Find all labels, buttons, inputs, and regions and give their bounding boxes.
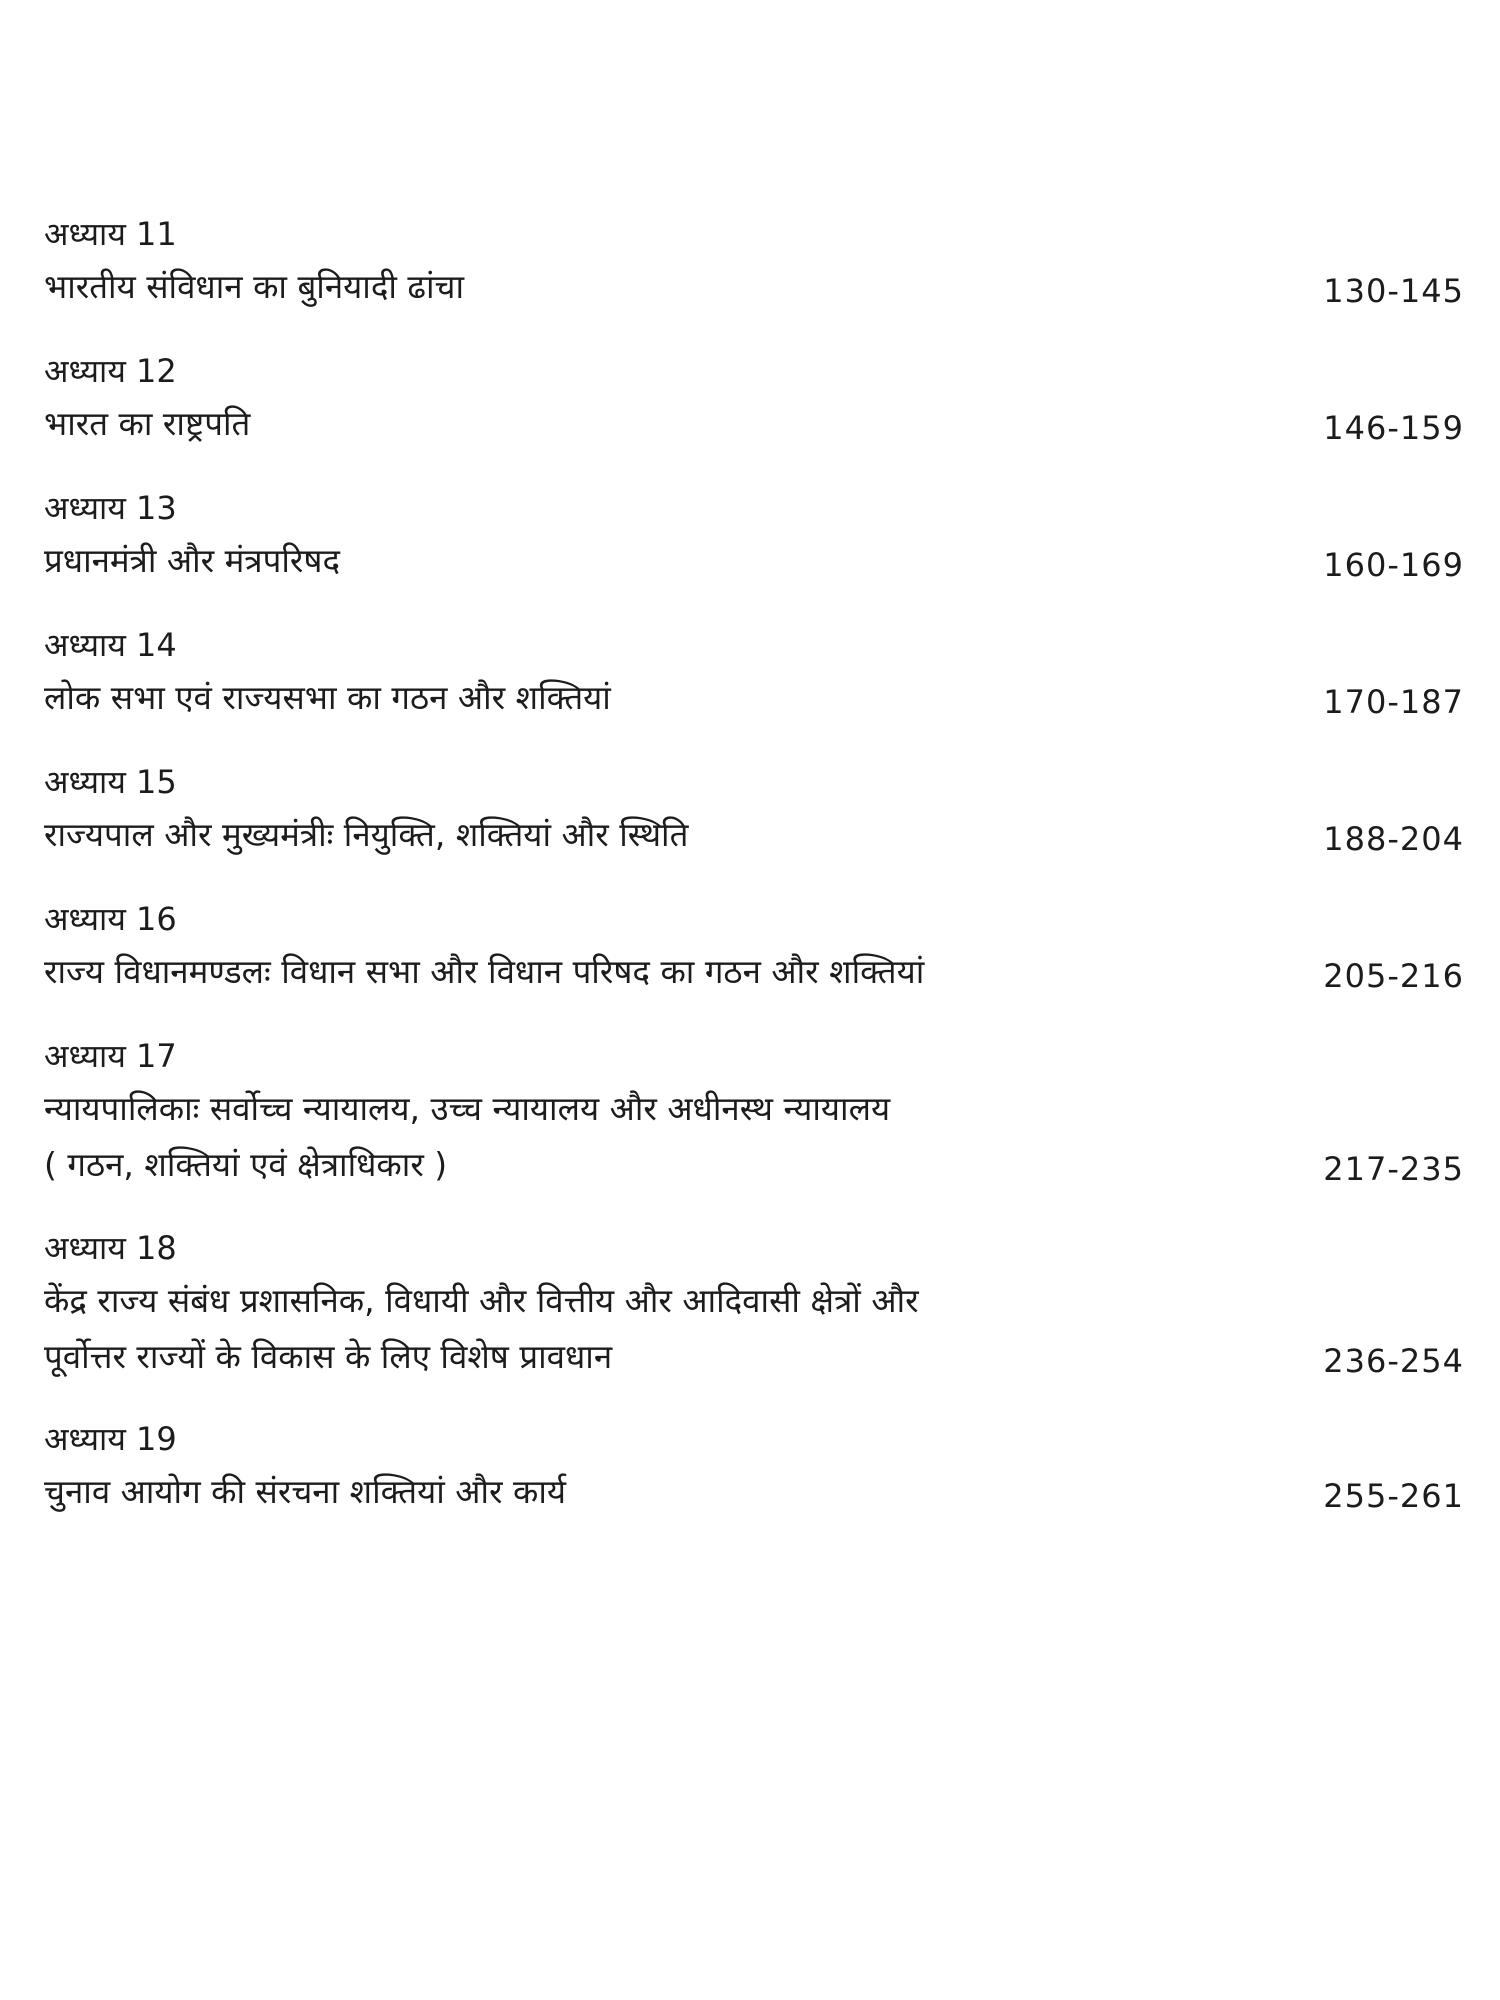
chapter-title: भारत का राष्ट्रपति (44, 404, 251, 443)
chapter-label: अध्याय 18 (44, 1229, 177, 1267)
chapter-title: राज्यपाल और मुख्यमंत्रीः नियुक्ति, शक्तियां और स्थिति (44, 815, 689, 854)
chapter-title: चुनाव आयोग की संरचना शक्तियां और कार्य (44, 1472, 567, 1511)
page-range: 188-204 (1323, 820, 1464, 858)
chapter-title-continued: ( गठन, शक्तियां एवं क्षेत्राधिकार ) (44, 1145, 448, 1184)
page-range: 170-187 (1323, 683, 1464, 721)
page-range: 130-145 (1323, 272, 1464, 310)
chapter-label: अध्याय 12 (44, 352, 177, 390)
chapter-title: प्रधानमंत्री और मंत्रपरिषद (44, 541, 341, 580)
chapter-title-continued: पूर्वोत्तर राज्यों के विकास के लिए विशेष प्रावधान (44, 1337, 613, 1376)
page-range: 236-254 (1323, 1342, 1464, 1380)
chapter-label: अध्याय 19 (44, 1420, 177, 1458)
page-range: 255-261 (1323, 1477, 1464, 1515)
chapter-label: अध्याय 15 (44, 763, 177, 801)
chapter-title: भारतीय संविधान का बुनियादी ढांचा (44, 267, 465, 306)
page-range: 146-159 (1323, 409, 1464, 447)
chapter-title: राज्य विधानमण्डलः विधान सभा और विधान परिषद का गठन और शक्तियां (44, 952, 925, 991)
chapter-label: अध्याय 17 (44, 1037, 177, 1075)
page-range: 217-235 (1323, 1150, 1464, 1188)
page-range: 205-216 (1323, 957, 1464, 995)
chapter-label: अध्याय 13 (44, 489, 177, 527)
page-range: 160-169 (1323, 546, 1464, 584)
chapter-title: केंद्र राज्य संबंध प्रशासनिक, विधायी और वित्तीय और आदिवासी क्षेत्रों और (44, 1281, 919, 1320)
chapter-title: न्यायपालिकाः सर्वोच्च न्यायालय, उच्च न्यायालय और अधीनस्थ न्यायालय (44, 1089, 891, 1128)
chapter-label: अध्याय 11 (44, 215, 177, 253)
chapter-label: अध्याय 14 (44, 626, 177, 664)
chapter-title: लोक सभा एवं राज्यसभा का गठन और शक्तियां (44, 678, 611, 717)
chapter-label: अध्याय 16 (44, 900, 177, 938)
